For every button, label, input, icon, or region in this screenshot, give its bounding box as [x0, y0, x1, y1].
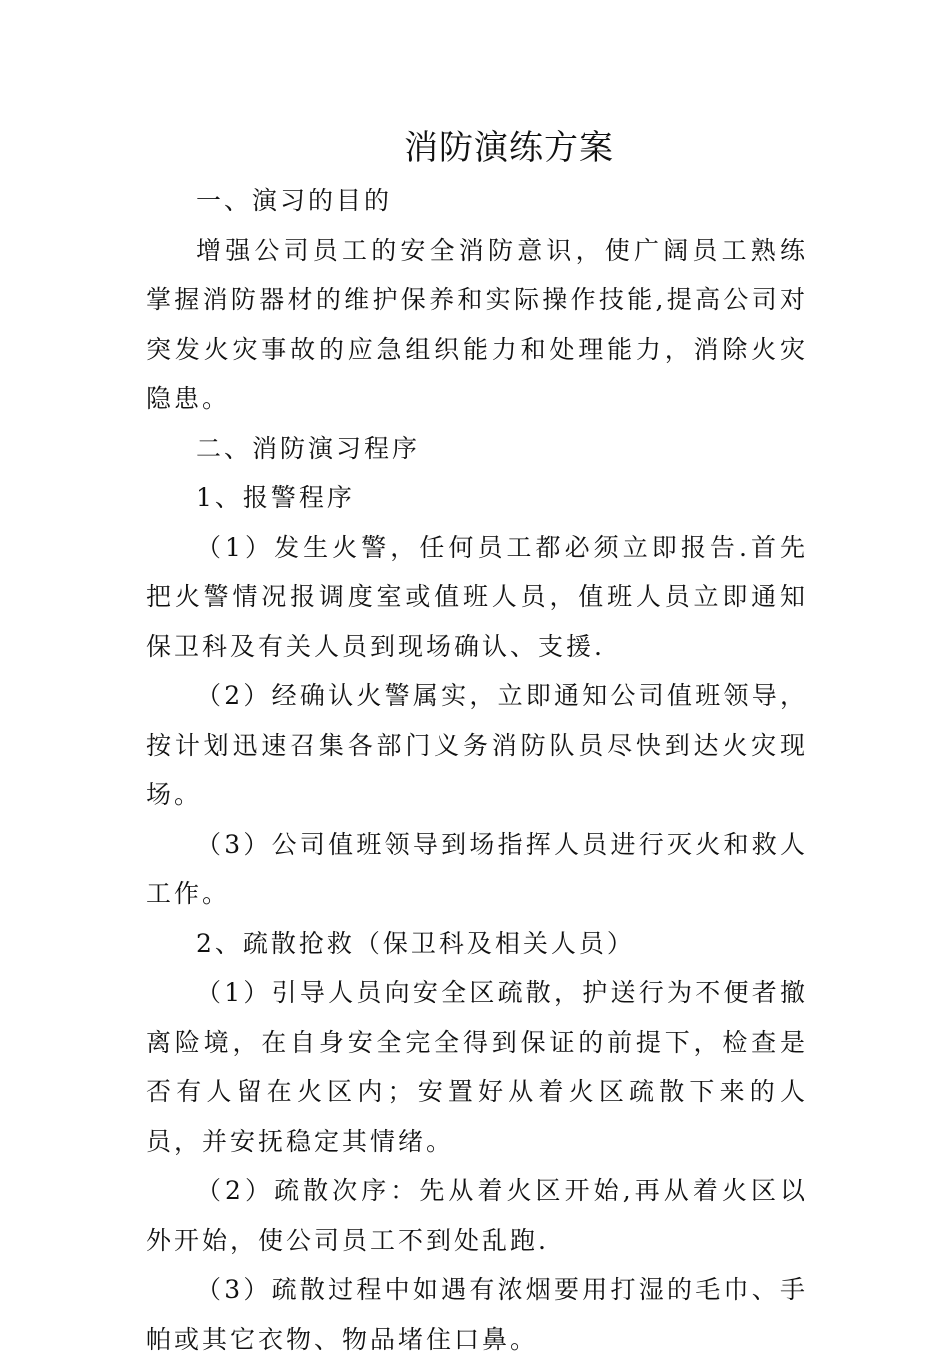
paragraph-evacuation-1: （1）引导人员向安全区疏散，护送行为不便者撤离险境，在自身安全完全得到保证的前提下，检查是否有人留在火区内；安置好从着火区疏散下来的人员，并安抚稳定其情绪。 — [146, 978, 808, 1156]
subheading-alarm-procedure: 1、报警程序 — [196, 483, 355, 512]
paragraph-evacuation-2: （2）疏散次序：先从着火区开始,再从着火区以外开始，使公司员工不到处乱跑. — [146, 1176, 808, 1255]
paragraph-evacuation-3: （3）疏散过程中如遇有浓烟要用打湿的毛巾、手帕或其它衣物、物品堵住口鼻。 — [146, 1275, 808, 1354]
section-heading-purpose: 一、演习的目的 — [196, 186, 393, 215]
paragraph-alarm-2: （2）经确认火警属实，立即通知公司值班领导，按计划迅速召集各部门义务消防队员尽快到达火灾现场。 — [146, 681, 808, 809]
subheading-evacuation-rescue: 2、疏散抢救（保卫科及相关人员） — [196, 928, 635, 958]
section-heading-procedure: 二、消防演习程序 — [196, 433, 421, 463]
paragraph-alarm-1: （1）发生火警，任何员工都必须立即报告.首先把火警情况报调度室或值班人员，值班人员立即通知保卫科及有关人员到现场确认、支援. — [146, 532, 808, 661]
document-body — [146, 176, 808, 1364]
document-title: 消防演练方案 — [404, 128, 614, 168]
paragraph-alarm-3: （3）公司值班领导到场指挥人员进行灭火和救人工作。 — [146, 829, 808, 908]
paragraph-purpose: 增强公司员工的安全消防意识，使广阔员工熟练掌握消防器材的维护保养和实际操作技能,提高公司对突发火灾事故的应急组织能力和处理能力，消除火灾隐患。 — [146, 235, 808, 413]
